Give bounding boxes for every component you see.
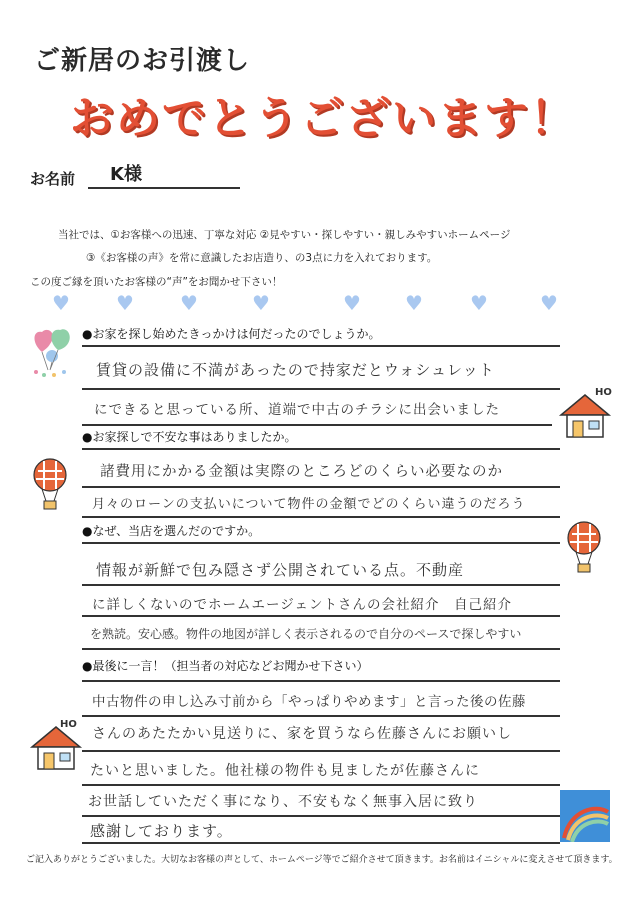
ruled-line (82, 542, 560, 544)
ruled-line (82, 516, 560, 518)
house-icon (555, 385, 615, 443)
ruled-line (82, 424, 552, 426)
name-value: K様 (110, 164, 142, 185)
answer-text: 情報が新鮮で包み隠さず公開されている点。不動産 (96, 561, 465, 579)
question-4-label: ●最後に一言！（担当者の対応などお聞かせ下さい） (82, 659, 369, 673)
question-2-label: ●お家探しで不安な事はありましたか。 (82, 430, 297, 444)
heart-row (40, 292, 600, 314)
answer-text: 月々のローンの支払いについて物件の金額でどのくらい違うのだろう (92, 497, 526, 512)
ruled-line (82, 486, 560, 488)
ruled-line (82, 648, 560, 650)
heart-icon: ♥ (116, 291, 134, 315)
answer-text: たいと思いました。他社様の物件も見ましたが佐藤さんに (90, 763, 480, 779)
question-3-label: ●なぜ、当店を選んだのですか。 (82, 524, 261, 538)
heart-icon: ♥ (470, 291, 488, 315)
heart-icon: ♥ (252, 291, 270, 315)
svg-text:HO: HO (60, 719, 77, 730)
heart-icon: ♥ (180, 291, 198, 315)
ruled-line (82, 750, 560, 752)
answer-text: に詳しくないのでホームエージェントさんの会社紹介 自己紹介 (92, 597, 512, 613)
answer-text: にできると思っている所、道端で中古のチラシに出会いました (94, 402, 500, 418)
hot-air-balloon-icon (562, 518, 606, 576)
ruled-line (82, 815, 560, 817)
ruled-line (82, 784, 560, 786)
ruled-line (82, 345, 560, 347)
heart-icon: ♥ (540, 291, 558, 315)
ruled-line (82, 584, 560, 586)
name-underline (88, 187, 240, 189)
heart-icon: ♥ (343, 291, 361, 315)
footer-note: ご記入ありがとうございました。大切なお客様の声として、ホームページ等でご紹介させて頂きます。お名前はイニシャルに変えさせて頂きます。 (26, 855, 618, 865)
svg-text:HO: HO (595, 387, 612, 398)
answer-text: 諸費用にかかる金額は実際のところどのくらい必要なのか (100, 464, 503, 480)
ruled-line (82, 680, 560, 682)
ruled-line (82, 842, 560, 844)
intro-line-1: 当社では、①お客様への迅速、丁寧な対応 ②見やすい・探しやすい・親しみやすいホームページ (58, 229, 511, 241)
intro-line-3: この度ご縁を頂いたお客様の“声”をお聞かせ下さい！ (30, 276, 283, 288)
ruled-line (82, 715, 560, 717)
heart-icon: ♥ (52, 291, 70, 315)
heart-icon: ♥ (405, 291, 423, 315)
intro-line-2: ③《お客様の声》を常に意識したお店造り、の3点に力を入れております。 (86, 252, 438, 264)
answer-text: 中古物件の申し込み寸前から「やっぱりやめます」と言った後の佐藤 (92, 694, 526, 710)
question-1-label: ●お家を探し始めたきっかけは何だったのでしょうか。 (82, 327, 381, 341)
answer-text: さんのあたたかい見送りに、家を買うなら佐藤さんにお願いし (92, 726, 512, 742)
ruled-line (82, 615, 560, 617)
answer-text: を熟読。安心感。物件の地図が詳しく表示されるので自分のペースで探しやすい (90, 627, 522, 641)
subtitle: ご新居のお引渡し (34, 46, 251, 76)
page-title: おめでとうございます！ (70, 93, 576, 144)
answer-text: お世話していただく事になり、不安もなく無事入居に致り (88, 794, 478, 810)
ruled-line (82, 388, 560, 390)
house-icon (26, 717, 86, 775)
hot-air-balloon-icon (28, 455, 72, 513)
rainbow-icon (560, 790, 610, 842)
ruled-line (82, 448, 560, 450)
balloons-icon (28, 322, 86, 380)
answer-text: 賃貸の設備に不満があったので持家だとウォシュレット (96, 361, 495, 379)
answer-text: 感謝しております。 (90, 822, 233, 840)
name-label: お名前 (30, 170, 76, 188)
